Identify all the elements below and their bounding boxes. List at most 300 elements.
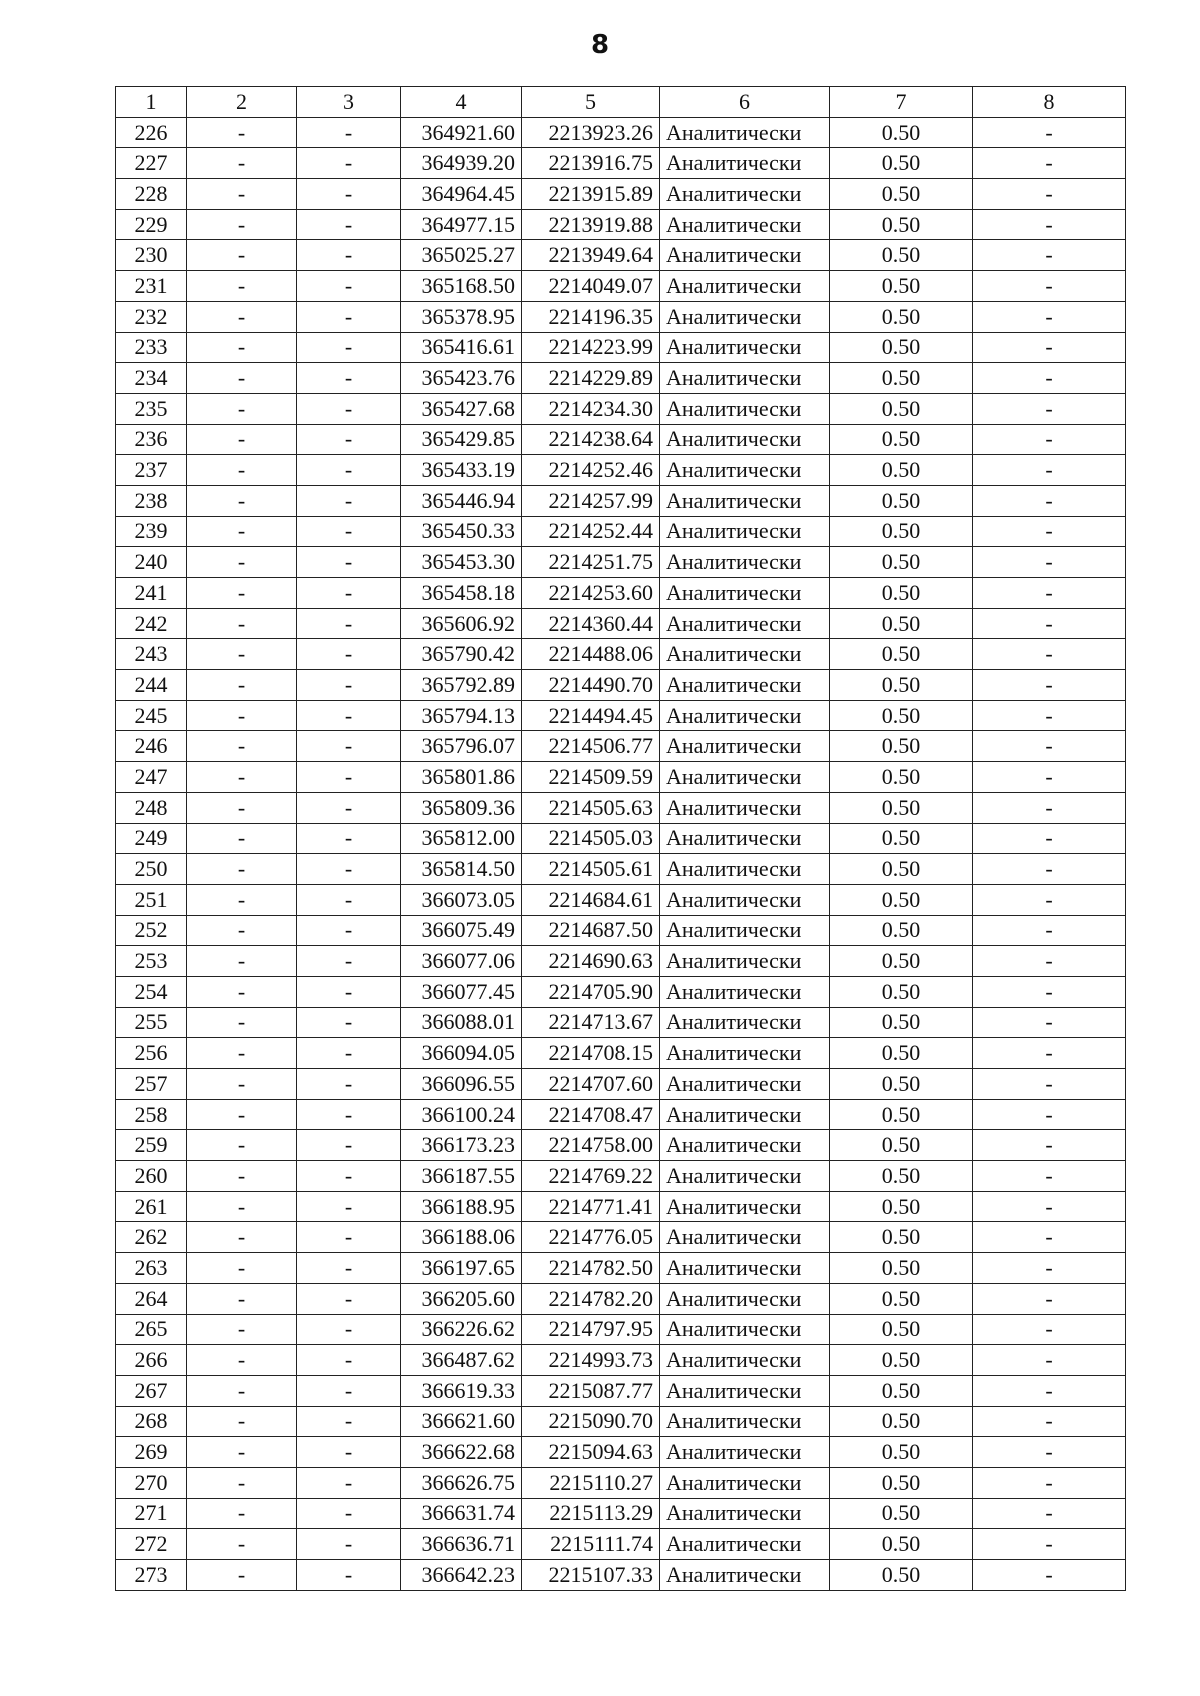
x-coordinate-cell: 364939.20 (401, 148, 522, 179)
point-number-cell: 259 (116, 1130, 187, 1161)
table-row (116, 1283, 1126, 1314)
col-2-value-cell: - (187, 1161, 297, 1192)
col-2-value-cell: - (187, 179, 297, 210)
method-cell: Аналитически (660, 578, 830, 609)
col-8-value-cell: - (973, 1560, 1126, 1591)
x-coordinate-cell: 365446.94 (401, 485, 522, 516)
table-row (116, 823, 1126, 854)
x-coordinate-cell: 366197.65 (401, 1253, 522, 1284)
column-header-3: 3 (297, 87, 401, 118)
table-row (116, 976, 1126, 1007)
table-row (116, 393, 1126, 424)
col-8-value-cell: - (973, 976, 1126, 1007)
accuracy-cell: 0.50 (830, 424, 973, 455)
method-cell: Аналитически (660, 1375, 830, 1406)
col-3-value-cell: - (297, 516, 401, 547)
accuracy-cell: 0.50 (830, 485, 973, 516)
col-8-value-cell: - (973, 608, 1126, 639)
accuracy-cell: 0.50 (830, 516, 973, 547)
col-2-value-cell: - (187, 792, 297, 823)
x-coordinate-cell: 365792.89 (401, 670, 522, 701)
col-8-value-cell: - (973, 1222, 1126, 1253)
col-3-value-cell: - (297, 209, 401, 240)
method-cell: Аналитически (660, 1222, 830, 1253)
y-coordinate-cell: 2214776.05 (522, 1222, 660, 1253)
col-2-value-cell: - (187, 1038, 297, 1069)
col-8-value-cell: - (973, 884, 1126, 915)
col-2-value-cell: - (187, 1375, 297, 1406)
accuracy-cell: 0.50 (830, 547, 973, 578)
x-coordinate-cell: 366100.24 (401, 1099, 522, 1130)
point-number-cell: 232 (116, 301, 187, 332)
col-2-value-cell: - (187, 915, 297, 946)
y-coordinate-cell: 2214687.50 (522, 915, 660, 946)
method-cell: Аналитически (660, 209, 830, 240)
accuracy-cell: 0.50 (830, 1069, 973, 1100)
point-number-cell: 249 (116, 823, 187, 854)
y-coordinate-cell: 2214490.70 (522, 670, 660, 701)
col-2-value-cell: - (187, 424, 297, 455)
col-2-value-cell: - (187, 332, 297, 363)
col-3-value-cell: - (297, 700, 401, 731)
x-coordinate-cell: 365433.19 (401, 455, 522, 486)
y-coordinate-cell: 2214505.61 (522, 854, 660, 885)
point-number-cell: 268 (116, 1406, 187, 1437)
y-coordinate-cell: 2214707.60 (522, 1069, 660, 1100)
y-coordinate-cell: 2214234.30 (522, 393, 660, 424)
x-coordinate-cell: 365378.95 (401, 301, 522, 332)
header-row (116, 87, 1126, 118)
col-8-value-cell: - (973, 301, 1126, 332)
point-number-cell: 270 (116, 1467, 187, 1498)
table-row (116, 209, 1126, 240)
col-2-value-cell: - (187, 1191, 297, 1222)
table-row (116, 915, 1126, 946)
col-8-value-cell: - (973, 1498, 1126, 1529)
point-number-cell: 226 (116, 117, 187, 148)
accuracy-cell: 0.50 (830, 332, 973, 363)
col-3-value-cell: - (297, 1529, 401, 1560)
method-cell: Аналитически (660, 1069, 830, 1100)
col-3-value-cell: - (297, 1498, 401, 1529)
y-coordinate-cell: 2215113.29 (522, 1498, 660, 1529)
col-8-value-cell: - (973, 148, 1126, 179)
col-2-value-cell: - (187, 946, 297, 977)
point-number-cell: 252 (116, 915, 187, 946)
table-row (116, 1437, 1126, 1468)
point-number-cell: 261 (116, 1191, 187, 1222)
col-2-value-cell: - (187, 670, 297, 701)
col-3-value-cell: - (297, 117, 401, 148)
col-3-value-cell: - (297, 547, 401, 578)
point-number-cell: 243 (116, 639, 187, 670)
accuracy-cell: 0.50 (830, 1161, 973, 1192)
x-coordinate-cell: 366187.55 (401, 1161, 522, 1192)
y-coordinate-cell: 2214049.07 (522, 271, 660, 302)
accuracy-cell: 0.50 (830, 117, 973, 148)
table-row (116, 1253, 1126, 1284)
col-8-value-cell: - (973, 946, 1126, 977)
col-2-value-cell: - (187, 516, 297, 547)
accuracy-cell: 0.50 (830, 946, 973, 977)
x-coordinate-cell: 366173.23 (401, 1130, 522, 1161)
col-8-value-cell: - (973, 762, 1126, 793)
y-coordinate-cell: 2213916.75 (522, 148, 660, 179)
col-8-value-cell: - (973, 1283, 1126, 1314)
col-8-value-cell: - (973, 1099, 1126, 1130)
y-coordinate-cell: 2214993.73 (522, 1345, 660, 1376)
col-8-value-cell: - (973, 117, 1126, 148)
table-row (116, 1498, 1126, 1529)
y-coordinate-cell: 2214713.67 (522, 1007, 660, 1038)
accuracy-cell: 0.50 (830, 1191, 973, 1222)
y-coordinate-cell: 2215107.33 (522, 1560, 660, 1591)
col-8-value-cell: - (973, 516, 1126, 547)
x-coordinate-cell: 365458.18 (401, 578, 522, 609)
x-coordinate-cell: 365814.50 (401, 854, 522, 885)
accuracy-cell: 0.50 (830, 670, 973, 701)
table-row (116, 1345, 1126, 1376)
accuracy-cell: 0.50 (830, 608, 973, 639)
y-coordinate-cell: 2214708.15 (522, 1038, 660, 1069)
method-cell: Аналитически (660, 240, 830, 271)
col-2-value-cell: - (187, 1560, 297, 1591)
col-8-value-cell: - (973, 670, 1126, 701)
x-coordinate-cell: 366075.49 (401, 915, 522, 946)
table-row (116, 792, 1126, 823)
col-3-value-cell: - (297, 762, 401, 793)
accuracy-cell: 0.50 (830, 578, 973, 609)
col-3-value-cell: - (297, 1406, 401, 1437)
x-coordinate-cell: 365453.30 (401, 547, 522, 578)
x-coordinate-cell: 364921.60 (401, 117, 522, 148)
col-8-value-cell: - (973, 1007, 1126, 1038)
x-coordinate-cell: 365801.86 (401, 762, 522, 793)
col-3-value-cell: - (297, 393, 401, 424)
table-row (116, 547, 1126, 578)
x-coordinate-cell: 365809.36 (401, 792, 522, 823)
col-2-value-cell: - (187, 1283, 297, 1314)
method-cell: Аналитически (660, 731, 830, 762)
accuracy-cell: 0.50 (830, 179, 973, 210)
page-number: 8 (590, 30, 610, 60)
col-3-value-cell: - (297, 946, 401, 977)
col-2-value-cell: - (187, 271, 297, 302)
accuracy-cell: 0.50 (830, 1375, 973, 1406)
method-cell: Аналитически (660, 1161, 830, 1192)
col-2-value-cell: - (187, 301, 297, 332)
point-number-cell: 257 (116, 1069, 187, 1100)
table-row (116, 148, 1126, 179)
method-cell: Аналитически (660, 301, 830, 332)
table-row (116, 1529, 1126, 1560)
col-2-value-cell: - (187, 117, 297, 148)
table-row (116, 1069, 1126, 1100)
point-number-cell: 271 (116, 1498, 187, 1529)
accuracy-cell: 0.50 (830, 209, 973, 240)
x-coordinate-cell: 366619.33 (401, 1375, 522, 1406)
col-3-value-cell: - (297, 915, 401, 946)
x-coordinate-cell: 366487.62 (401, 1345, 522, 1376)
method-cell: Аналитически (660, 823, 830, 854)
point-number-cell: 235 (116, 393, 187, 424)
method-cell: Аналитически (660, 639, 830, 670)
method-cell: Аналитически (660, 148, 830, 179)
y-coordinate-cell: 2215111.74 (522, 1529, 660, 1560)
y-coordinate-cell: 2214223.99 (522, 332, 660, 363)
col-8-value-cell: - (973, 363, 1126, 394)
point-number-cell: 248 (116, 792, 187, 823)
col-3-value-cell: - (297, 1007, 401, 1038)
method-cell: Аналитически (660, 1099, 830, 1130)
column-header-1: 1 (116, 87, 187, 118)
table-row (116, 516, 1126, 547)
table-row (116, 1406, 1126, 1437)
col-2-value-cell: - (187, 1406, 297, 1437)
col-2-value-cell: - (187, 1099, 297, 1130)
point-number-cell: 260 (116, 1161, 187, 1192)
col-3-value-cell: - (297, 179, 401, 210)
col-3-value-cell: - (297, 424, 401, 455)
x-coordinate-cell: 365423.76 (401, 363, 522, 394)
accuracy-cell: 0.50 (830, 1222, 973, 1253)
method-cell: Аналитически (660, 1406, 830, 1437)
col-8-value-cell: - (973, 332, 1126, 363)
point-number-cell: 250 (116, 854, 187, 885)
method-cell: Аналитически (660, 1253, 830, 1284)
x-coordinate-cell: 365794.13 (401, 700, 522, 731)
point-number-cell: 267 (116, 1375, 187, 1406)
col-8-value-cell: - (973, 547, 1126, 578)
accuracy-cell: 0.50 (830, 792, 973, 823)
col-3-value-cell: - (297, 578, 401, 609)
point-number-cell: 253 (116, 946, 187, 977)
accuracy-cell: 0.50 (830, 1314, 973, 1345)
col-3-value-cell: - (297, 854, 401, 885)
y-coordinate-cell: 2214196.35 (522, 301, 660, 332)
col-8-value-cell: - (973, 731, 1126, 762)
x-coordinate-cell: 366094.05 (401, 1038, 522, 1069)
y-coordinate-cell: 2214509.59 (522, 762, 660, 793)
col-8-value-cell: - (973, 1467, 1126, 1498)
col-3-value-cell: - (297, 485, 401, 516)
col-2-value-cell: - (187, 700, 297, 731)
table-row (116, 1467, 1126, 1498)
col-3-value-cell: - (297, 332, 401, 363)
col-2-value-cell: - (187, 1529, 297, 1560)
point-number-cell: 241 (116, 578, 187, 609)
method-cell: Аналитически (660, 700, 830, 731)
x-coordinate-cell: 366636.71 (401, 1529, 522, 1560)
y-coordinate-cell: 2214251.75 (522, 547, 660, 578)
y-coordinate-cell: 2214360.44 (522, 608, 660, 639)
col-3-value-cell: - (297, 976, 401, 1007)
x-coordinate-cell: 366205.60 (401, 1283, 522, 1314)
accuracy-cell: 0.50 (830, 1560, 973, 1591)
col-8-value-cell: - (973, 1038, 1126, 1069)
method-cell: Аналитически (660, 762, 830, 793)
table-row (116, 363, 1126, 394)
col-2-value-cell: - (187, 1222, 297, 1253)
accuracy-cell: 0.50 (830, 301, 973, 332)
accuracy-cell: 0.50 (830, 1038, 973, 1069)
column-header-8: 8 (973, 87, 1126, 118)
col-2-value-cell: - (187, 1253, 297, 1284)
col-3-value-cell: - (297, 1437, 401, 1468)
column-header-6: 6 (660, 87, 830, 118)
col-8-value-cell: - (973, 854, 1126, 885)
coordinates-table (115, 86, 1126, 1591)
table-row (116, 670, 1126, 701)
col-8-value-cell: - (973, 1437, 1126, 1468)
col-3-value-cell: - (297, 1161, 401, 1192)
col-2-value-cell: - (187, 1130, 297, 1161)
accuracy-cell: 0.50 (830, 1130, 973, 1161)
col-2-value-cell: - (187, 1345, 297, 1376)
table-row (116, 608, 1126, 639)
point-number-cell: 237 (116, 455, 187, 486)
y-coordinate-cell: 2214252.46 (522, 455, 660, 486)
col-3-value-cell: - (297, 301, 401, 332)
col-3-value-cell: - (297, 1467, 401, 1498)
col-3-value-cell: - (297, 670, 401, 701)
method-cell: Аналитически (660, 1345, 830, 1376)
table-row (116, 332, 1126, 363)
y-coordinate-cell: 2214488.06 (522, 639, 660, 670)
accuracy-cell: 0.50 (830, 731, 973, 762)
col-8-value-cell: - (973, 915, 1126, 946)
method-cell: Аналитически (660, 1437, 830, 1468)
table-row (116, 1130, 1126, 1161)
y-coordinate-cell: 2213919.88 (522, 209, 660, 240)
point-number-cell: 266 (116, 1345, 187, 1376)
column-header-5: 5 (522, 87, 660, 118)
accuracy-cell: 0.50 (830, 1253, 973, 1284)
method-cell: Аналитически (660, 1007, 830, 1038)
col-2-value-cell: - (187, 1007, 297, 1038)
method-cell: Аналитически (660, 1314, 830, 1345)
y-coordinate-cell: 2214505.03 (522, 823, 660, 854)
col-2-value-cell: - (187, 393, 297, 424)
point-number-cell: 242 (116, 608, 187, 639)
method-cell: Аналитически (660, 1130, 830, 1161)
col-8-value-cell: - (973, 1406, 1126, 1437)
method-cell: Аналитически (660, 393, 830, 424)
y-coordinate-cell: 2214684.61 (522, 884, 660, 915)
table-row (116, 946, 1126, 977)
point-number-cell: 258 (116, 1099, 187, 1130)
x-coordinate-cell: 366631.74 (401, 1498, 522, 1529)
column-header-2: 2 (187, 87, 297, 118)
x-coordinate-cell: 365429.85 (401, 424, 522, 455)
table-body (116, 117, 1126, 1590)
col-2-value-cell: - (187, 455, 297, 486)
method-cell: Аналитически (660, 455, 830, 486)
col-8-value-cell: - (973, 240, 1126, 271)
col-3-value-cell: - (297, 1283, 401, 1314)
x-coordinate-cell: 364977.15 (401, 209, 522, 240)
col-2-value-cell: - (187, 547, 297, 578)
accuracy-cell: 0.50 (830, 1498, 973, 1529)
y-coordinate-cell: 2214782.20 (522, 1283, 660, 1314)
col-3-value-cell: - (297, 1253, 401, 1284)
col-2-value-cell: - (187, 823, 297, 854)
col-8-value-cell: - (973, 485, 1126, 516)
y-coordinate-cell: 2214253.60 (522, 578, 660, 609)
col-8-value-cell: - (973, 578, 1126, 609)
col-2-value-cell: - (187, 240, 297, 271)
col-3-value-cell: - (297, 1191, 401, 1222)
accuracy-cell: 0.50 (830, 1283, 973, 1314)
point-number-cell: 229 (116, 209, 187, 240)
col-8-value-cell: - (973, 179, 1126, 210)
col-8-value-cell: - (973, 424, 1126, 455)
accuracy-cell: 0.50 (830, 700, 973, 731)
method-cell: Аналитически (660, 516, 830, 547)
x-coordinate-cell: 365796.07 (401, 731, 522, 762)
col-8-value-cell: - (973, 700, 1126, 731)
y-coordinate-cell: 2214769.22 (522, 1161, 660, 1192)
method-cell: Аналитически (660, 1467, 830, 1498)
col-2-value-cell: - (187, 209, 297, 240)
col-2-value-cell: - (187, 608, 297, 639)
point-number-cell: 231 (116, 271, 187, 302)
point-number-cell: 254 (116, 976, 187, 1007)
col-8-value-cell: - (973, 1529, 1126, 1560)
y-coordinate-cell: 2214797.95 (522, 1314, 660, 1345)
col-2-value-cell: - (187, 1498, 297, 1529)
column-header-4: 4 (401, 87, 522, 118)
x-coordinate-cell: 366226.62 (401, 1314, 522, 1345)
x-coordinate-cell: 366096.55 (401, 1069, 522, 1100)
y-coordinate-cell: 2213915.89 (522, 179, 660, 210)
accuracy-cell: 0.50 (830, 393, 973, 424)
accuracy-cell: 0.50 (830, 1529, 973, 1560)
method-cell: Аналитически (660, 1038, 830, 1069)
col-3-value-cell: - (297, 1560, 401, 1591)
point-number-cell: 233 (116, 332, 187, 363)
col-3-value-cell: - (297, 1069, 401, 1100)
point-number-cell: 264 (116, 1283, 187, 1314)
table-row (116, 1191, 1126, 1222)
method-cell: Аналитически (660, 1529, 830, 1560)
table-row (116, 301, 1126, 332)
point-number-cell: 234 (116, 363, 187, 394)
point-number-cell: 262 (116, 1222, 187, 1253)
x-coordinate-cell: 365025.27 (401, 240, 522, 271)
point-number-cell: 245 (116, 700, 187, 731)
col-3-value-cell: - (297, 455, 401, 486)
col-3-value-cell: - (297, 1222, 401, 1253)
accuracy-cell: 0.50 (830, 455, 973, 486)
col-2-value-cell: - (187, 884, 297, 915)
accuracy-cell: 0.50 (830, 1345, 973, 1376)
col-8-value-cell: - (973, 1191, 1126, 1222)
x-coordinate-cell: 366188.95 (401, 1191, 522, 1222)
col-3-value-cell: - (297, 823, 401, 854)
table-row (116, 117, 1126, 148)
col-8-value-cell: - (973, 1253, 1126, 1284)
accuracy-cell: 0.50 (830, 762, 973, 793)
point-number-cell: 269 (116, 1437, 187, 1468)
y-coordinate-cell: 2215090.70 (522, 1406, 660, 1437)
point-number-cell: 227 (116, 148, 187, 179)
method-cell: Аналитически (660, 976, 830, 1007)
col-8-value-cell: - (973, 639, 1126, 670)
method-cell: Аналитически (660, 884, 830, 915)
table-row (116, 1099, 1126, 1130)
x-coordinate-cell: 365168.50 (401, 271, 522, 302)
